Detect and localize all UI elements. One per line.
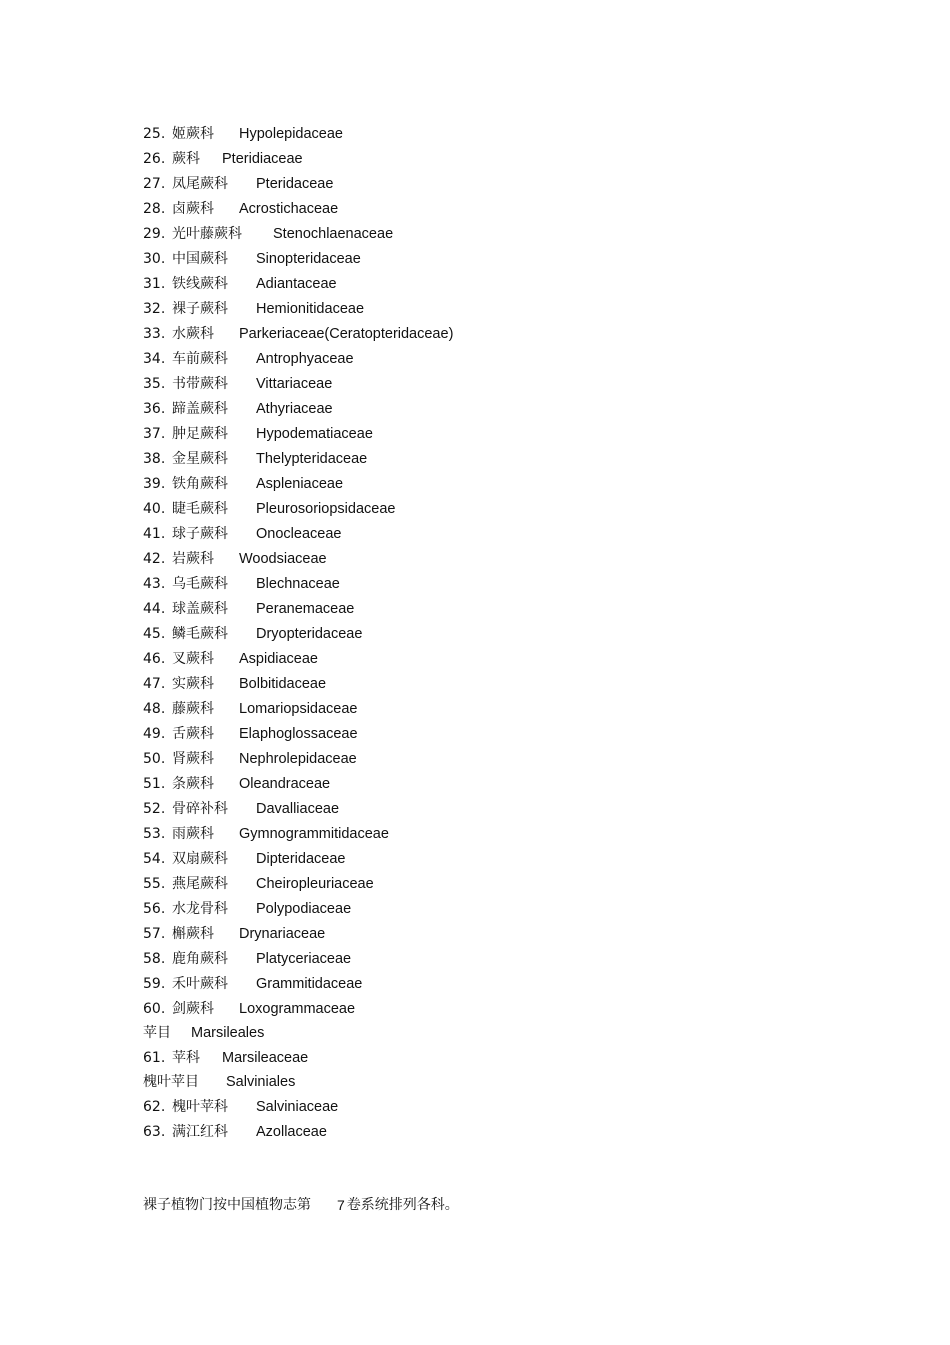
- family-cn-name: 实蕨科: [172, 675, 214, 692]
- family-number: 47.: [143, 675, 166, 692]
- family-latin-name: Thelypteridaceae: [256, 450, 368, 467]
- list-item: [143, 796, 863, 821]
- list-item: [143, 171, 863, 196]
- order-cn-name: 苹目: [143, 1025, 171, 1041]
- family-cn-name: 球盖蕨科: [172, 600, 228, 617]
- family-cn-name: 燕尾蕨科: [172, 875, 228, 892]
- family-cn-name: 铁角蕨科: [172, 475, 228, 492]
- order-heading-salviniales: [143, 1070, 863, 1094]
- family-number: 50.: [143, 750, 166, 767]
- family-cn-name: 铁线蕨科: [172, 275, 228, 292]
- list-item: [143, 1045, 863, 1070]
- family-latin-name: Azollaceae: [256, 1123, 327, 1140]
- family-cn-name: 舌蕨科: [172, 725, 214, 742]
- list-item: [143, 721, 863, 746]
- family-latin-name: Bolbitidaceae: [239, 675, 327, 692]
- family-latin-name: Vittariaceae: [256, 375, 333, 392]
- family-latin-name: Woodsiaceae: [239, 550, 327, 567]
- family-number: 46.: [143, 650, 166, 667]
- family-cn-name: 苹科: [172, 1049, 200, 1066]
- family-latin-name: Sinopteridaceae: [256, 250, 361, 267]
- family-latin-name: Acrostichaceae: [239, 200, 339, 217]
- family-latin-name: Blechnaceae: [256, 575, 340, 592]
- list-item: [143, 121, 863, 146]
- family-latin-name: Dryopteridaceae: [256, 625, 363, 642]
- list-item: [143, 471, 863, 496]
- family-latin-name: Antrophyaceae: [256, 350, 354, 367]
- family-latin-name: Loxogrammaceae: [239, 1000, 356, 1017]
- family-number: 38.: [143, 450, 166, 467]
- family-cn-name: 睫毛蕨科: [172, 500, 228, 517]
- list-item: [143, 571, 863, 596]
- note-prefix: 裸子植物门按中国植物志第: [143, 1196, 311, 1213]
- family-number: 30.: [143, 250, 166, 267]
- family-latin-name: Aspleniaceae: [256, 475, 344, 492]
- family-number: 32.: [143, 300, 166, 317]
- family-latin-name: Adiantaceae: [256, 275, 337, 292]
- list-item: [143, 946, 863, 971]
- list-item: [143, 896, 863, 921]
- list-item: [143, 871, 863, 896]
- list-item: [143, 821, 863, 846]
- family-list-part-b: [143, 1094, 863, 1144]
- family-latin-name: Salviniaceae: [256, 1098, 339, 1115]
- family-number: 62.: [143, 1098, 166, 1115]
- family-cn-name: 蹄盖蕨科: [172, 400, 228, 417]
- family-number: 63.: [143, 1123, 166, 1140]
- family-number: 26.: [143, 150, 166, 167]
- family-latin-name: Hypodematiaceae: [256, 425, 373, 442]
- list-item: [143, 196, 863, 221]
- order-latin-name: Salviniales: [226, 1074, 296, 1090]
- family-latin-name: Davalliaceae: [256, 800, 340, 817]
- list-item: [143, 671, 863, 696]
- family-latin-name: Marsileaceae: [222, 1049, 309, 1066]
- family-latin-name: Lomariopsidaceae: [239, 700, 358, 717]
- family-list: [143, 121, 863, 1217]
- family-number: 28.: [143, 200, 166, 217]
- family-cn-name: 鹿角蕨科: [172, 950, 228, 967]
- family-cn-name: 水龙骨科: [172, 900, 228, 917]
- family-number: 48.: [143, 700, 166, 717]
- list-item: [143, 346, 863, 371]
- family-number: 41.: [143, 525, 166, 542]
- family-list-part-a: [143, 121, 863, 1021]
- family-number: 25.: [143, 125, 166, 142]
- order-latin-name: Marsileales: [191, 1025, 265, 1041]
- family-number: 57.: [143, 925, 166, 942]
- family-number: 45.: [143, 625, 166, 642]
- gymnosperm-note: [143, 1192, 863, 1217]
- family-latin-name: Cheiropleuriaceae: [256, 875, 374, 892]
- list-item: [143, 621, 863, 646]
- family-cn-name: 蕨科: [172, 150, 200, 167]
- list-item: [143, 846, 863, 871]
- family-cn-name: 球子蕨科: [172, 525, 228, 542]
- list-item: [143, 271, 863, 296]
- family-cn-name: 书带蕨科: [172, 375, 228, 392]
- family-cn-name: 禾叶蕨科: [172, 975, 228, 992]
- family-cn-name: 光叶藤蕨科: [172, 225, 242, 242]
- family-number: 54.: [143, 850, 166, 867]
- family-latin-name: Elaphoglossaceae: [239, 725, 358, 742]
- list-item: [143, 396, 863, 421]
- family-cn-name: 肾蕨科: [172, 750, 214, 767]
- list-item: [143, 446, 863, 471]
- family-number: 53.: [143, 825, 166, 842]
- family-number: 42.: [143, 550, 166, 567]
- family-number: 44.: [143, 600, 166, 617]
- family-cn-name: 凤尾蕨科: [172, 175, 228, 192]
- family-number: 34.: [143, 350, 166, 367]
- family-cn-name: 姬蕨科: [172, 125, 214, 142]
- family-cn-name: 肿足蕨科: [172, 425, 228, 442]
- family-cn-name: 车前蕨科: [172, 350, 228, 367]
- family-latin-name: Pteridiaceae: [222, 150, 303, 167]
- family-number: 49.: [143, 725, 166, 742]
- list-item: [143, 921, 863, 946]
- family-number: 39.: [143, 475, 166, 492]
- family-number: 36.: [143, 400, 166, 417]
- family-latin-name: Dipteridaceae: [256, 850, 346, 867]
- list-item: [143, 1094, 863, 1119]
- list-item: [143, 221, 863, 246]
- list-item: [143, 971, 863, 996]
- list-item: [143, 296, 863, 321]
- family-latin-name: Pleurosoriopsidaceae: [256, 500, 396, 517]
- family-latin-name: Polypodiaceae: [256, 900, 352, 917]
- family-cn-name: 骨碎补科: [172, 800, 228, 817]
- family-cn-name: 雨蕨科: [172, 825, 214, 842]
- family-cn-name: 中国蕨科: [172, 250, 228, 267]
- family-latin-name: Gymnogrammitidaceae: [239, 825, 389, 842]
- family-number: 37.: [143, 425, 166, 442]
- order-heading-marsileales: [143, 1021, 863, 1045]
- family-cn-name: 鳞毛蕨科: [172, 625, 228, 642]
- list-item: [143, 321, 863, 346]
- family-number: 35.: [143, 375, 166, 392]
- family-cn-name: 槐叶苹科: [172, 1098, 228, 1115]
- family-latin-name: Stenochlaenaceae: [273, 225, 394, 242]
- family-latin-name: Hemionitidaceae: [256, 300, 365, 317]
- list-item: [143, 246, 863, 271]
- list-item: [143, 696, 863, 721]
- family-latin-name: Parkeriaceae(Ceratopteridaceae): [239, 325, 454, 342]
- list-item: [143, 521, 863, 546]
- family-latin-name: Peranemaceae: [256, 600, 355, 617]
- family-number: 55.: [143, 875, 166, 892]
- family-number: 40.: [143, 500, 166, 517]
- family-number: 43.: [143, 575, 166, 592]
- list-item: [143, 646, 863, 671]
- note-volume: 7: [337, 1196, 345, 1213]
- family-number: 51.: [143, 775, 166, 792]
- family-cn-name: 岩蕨科: [172, 550, 214, 567]
- family-cn-name: 叉蕨科: [172, 650, 214, 667]
- order-cn-name: 槐叶苹目: [143, 1074, 199, 1090]
- list-item: [143, 421, 863, 446]
- family-cn-name: 剑蕨科: [172, 1000, 214, 1017]
- family-number: 60.: [143, 1000, 166, 1017]
- list-item: [143, 596, 863, 621]
- list-item: [143, 771, 863, 796]
- family-latin-name: Platyceriaceae: [256, 950, 352, 967]
- family-cn-name: 裸子蕨科: [172, 300, 228, 317]
- family-latin-name: Aspidiaceae: [239, 650, 318, 667]
- family-cn-name: 双扇蕨科: [172, 850, 228, 867]
- family-cn-name: 藤蕨科: [172, 700, 214, 717]
- note-suffix: 卷系统排列各科。: [346, 1196, 459, 1213]
- family-number: 27.: [143, 175, 166, 192]
- family-latin-name: Oleandraceae: [239, 775, 331, 792]
- family-number: 56.: [143, 900, 166, 917]
- list-item: [143, 1119, 863, 1144]
- family-cn-name: 乌毛蕨科: [172, 575, 228, 592]
- list-item: [143, 996, 863, 1021]
- family-number: 52.: [143, 800, 166, 817]
- family-cn-name: 槲蕨科: [172, 925, 214, 942]
- family-number: 33.: [143, 325, 166, 342]
- family-number: 29.: [143, 225, 166, 242]
- family-latin-name: Onocleaceae: [256, 525, 342, 542]
- family-cn-name: 卤蕨科: [172, 200, 214, 217]
- family-latin-name: Hypolepidaceae: [239, 125, 343, 142]
- list-item: [143, 746, 863, 771]
- family-cn-name: 金星蕨科: [172, 450, 228, 467]
- family-number: 61.: [143, 1049, 166, 1066]
- family-number: 31.: [143, 275, 166, 292]
- list-item: [143, 371, 863, 396]
- family-cn-name: 满江红科: [172, 1123, 228, 1140]
- family-cn-name: 水蕨科: [172, 325, 214, 342]
- family-number: 58.: [143, 950, 166, 967]
- family-latin-name: Pteridaceae: [256, 175, 334, 192]
- list-item: [143, 146, 863, 171]
- family-cn-name: 条蕨科: [172, 775, 214, 792]
- list-item: [143, 496, 863, 521]
- family-latin-name: Drynariaceae: [239, 925, 326, 942]
- family-latin-name: Grammitidaceae: [256, 975, 363, 992]
- family-number: 59.: [143, 975, 166, 992]
- family-latin-name: Athyriaceae: [256, 400, 333, 417]
- family-latin-name: Nephrolepidaceae: [239, 750, 357, 767]
- list-item: [143, 546, 863, 571]
